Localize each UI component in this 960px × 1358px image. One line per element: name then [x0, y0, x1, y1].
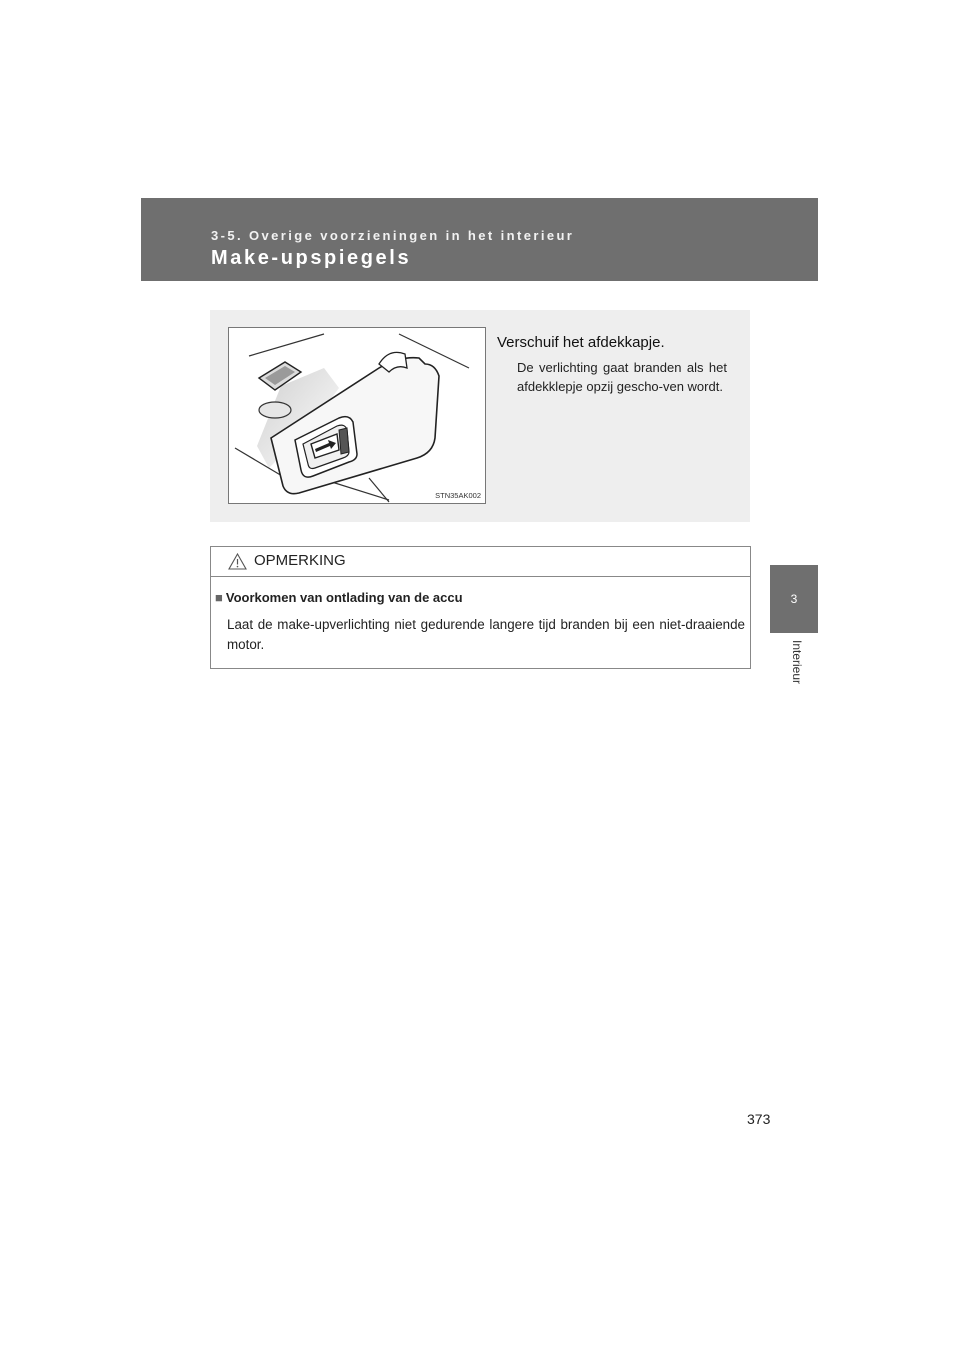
chapter-header — [141, 198, 818, 281]
chapter-label: Interieur — [790, 640, 804, 685]
notice-box — [210, 546, 751, 669]
notice-header — [211, 547, 750, 577]
notice-text: Laat de make-upverlichting niet gedurende langere tijd branden bij een niet-draaiende motor. — [227, 617, 745, 652]
chapter-tab[interactable] — [770, 565, 818, 633]
chapter-number: 3 — [790, 592, 798, 606]
notice-subheading: ■ Voorkomen van ontlading van de accu — [215, 590, 463, 605]
figure-panel — [210, 310, 750, 522]
figure-code: STN35AK002 — [435, 491, 481, 500]
square-bullet-icon: ■ — [215, 590, 223, 605]
page-title: Make-upspiegels — [211, 247, 412, 269]
vanity-mirror-drawing — [229, 328, 485, 503]
sun-visor-illustration — [228, 327, 486, 504]
section-title: 3-5. Overige voorzieningen in het interieur — [211, 228, 575, 243]
warning-triangle-icon — [228, 553, 247, 575]
instruction-heading: Verschuif het afdekkapje. — [497, 334, 665, 351]
instruction-body: De verlichting gaat branden als het afdekklepje opzij gescho-ven wordt. — [517, 360, 727, 394]
page-number: 373 — [747, 1111, 771, 1127]
notice-label: OPMERKING — [254, 552, 346, 569]
